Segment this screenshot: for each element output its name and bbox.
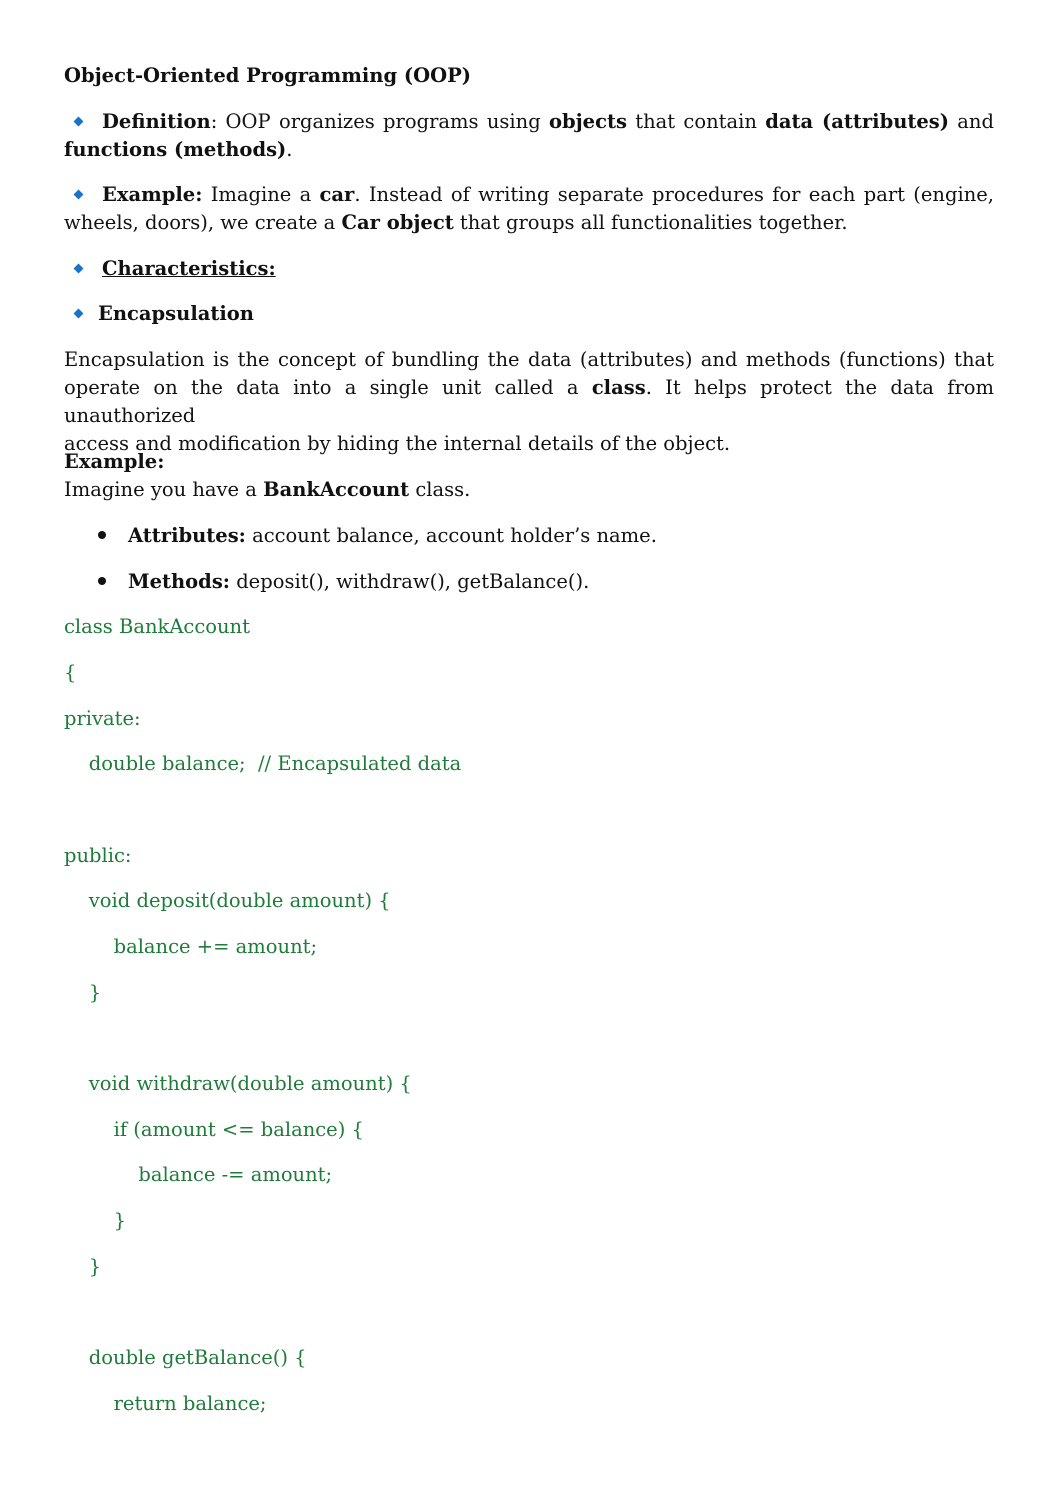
bullet-methods: Methods: deposit(), withdraw(), getBalance().: [98, 568, 589, 596]
bullet-dot-icon: [98, 577, 106, 585]
code-line: double balance; // Encapsulated data: [64, 752, 462, 775]
example-car-paragraph: Example: Imagine a car. Instead of writing separate procedures for each part (engine, wheels, doors), we create a Car object that groups all functionalities together.: [64, 183, 994, 234]
example-bank-label: Example:: [64, 450, 165, 473]
code-line: if (amount <= balance) {: [64, 1118, 364, 1141]
encapsulation-heading: Encapsulation: [64, 300, 254, 328]
characteristics-heading: Characteristics:: [64, 255, 276, 283]
code-line: public:: [64, 844, 132, 867]
code-line: class BankAccount: [64, 615, 250, 638]
code-line: void withdraw(double amount) {: [64, 1072, 412, 1095]
code-line: balance += amount;: [64, 935, 318, 958]
bullet-dot-icon: [98, 531, 106, 539]
code-line: balance -= amount;: [64, 1163, 333, 1186]
definition-paragraph: Definition: OOP organizes programs using objects that contain data (attributes) and functions (methods).: [64, 110, 994, 161]
diamond-bullet-icon: [74, 309, 84, 319]
code-line: }: [64, 1255, 102, 1278]
code-line: double getBalance() {: [64, 1346, 307, 1369]
code-line: }: [64, 1209, 126, 1232]
encapsulation-paragraph: Encapsulation is the concept of bundling the data (attributes) and methods (functions) that operate on the data into a single unit called a class. It helps protect the data from unauthorized access and modification by hiding the internal details of the object.: [64, 348, 994, 455]
code-line: void deposit(double amount) {: [64, 889, 391, 912]
code-line: return balance;: [64, 1392, 267, 1415]
code-line: {: [64, 661, 77, 684]
code-line: }: [64, 981, 102, 1004]
diamond-bullet-icon: [74, 190, 84, 200]
page-title: Object-Oriented Programming (OOP): [64, 64, 471, 87]
example-bank-text: Imagine you have a BankAccount class.: [64, 478, 471, 501]
diamond-bullet-icon: [74, 264, 84, 274]
bullet-attributes: Attributes: account balance, account holder’s name.: [98, 522, 657, 550]
code-line: private:: [64, 707, 141, 730]
diamond-bullet-icon: [74, 117, 84, 127]
